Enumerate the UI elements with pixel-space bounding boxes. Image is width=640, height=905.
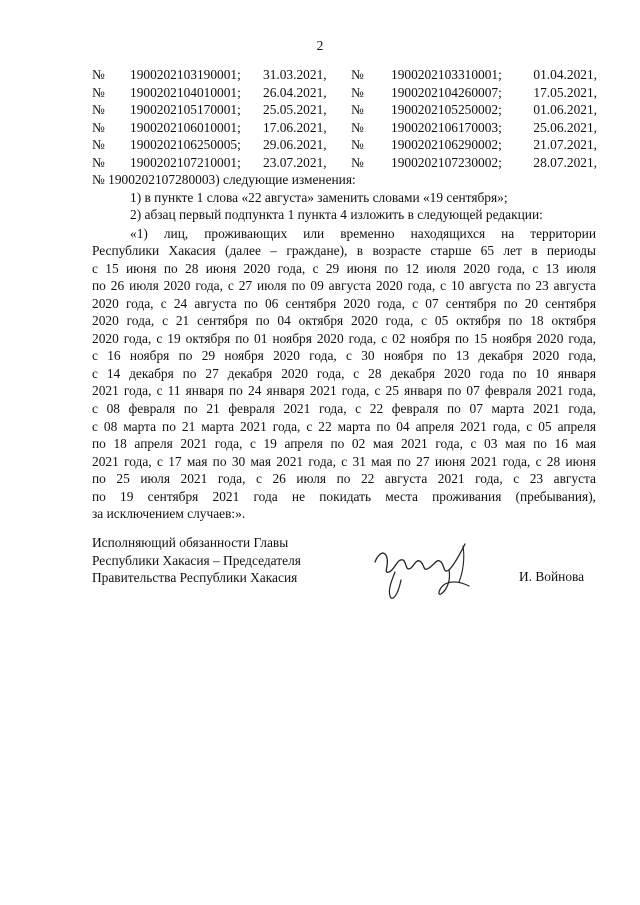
registration-date-right: 01.04.2021, (533, 67, 597, 82)
number-sign-right: № (351, 154, 364, 170)
registration-number-right: 1900202106290002; (391, 137, 502, 153)
number-sign-left: № (92, 137, 105, 153)
signer-name: И. Войнова (519, 569, 585, 584)
number-sign-left: № (92, 67, 105, 82)
registration-date-right: 01.06.2021, (533, 102, 597, 118)
paragraph-line: по 26 июля 2020 года, с 27 июля по 09 августа 2020 года, с 10 августа по 23 августа (92, 278, 596, 294)
number-sign-left: № (92, 102, 105, 118)
table-row (92, 136, 597, 154)
handwritten-signature (365, 522, 485, 602)
paragraph-line: с 14 декабря по 27 декабря 2020 года, с 28 декабря 2020 года по 10 января (92, 365, 596, 381)
registration-number-left: 1900202106010001; (130, 119, 241, 135)
registration-date-right: 17.05.2021, (533, 84, 597, 100)
paragraph-line: с 08 марта по 21 марта 2021 года, с 22 марта по 04 апреля 2021 года, с 05 апреля (92, 418, 596, 434)
quoted-paragraph (92, 225, 596, 523)
registration-date-right: 28.07.2021, (533, 154, 597, 170)
registration-number-right: 1900202104260007; (391, 84, 502, 100)
paragraph-line: 2020 года, с 19 октября по 01 ноября 2020 года, с 02 ноября по 15 ноября 2020 года, (92, 330, 596, 346)
paragraph-line: Республики Хакасия (далее – граждане), в возрасте старше 65 лет в периоды (92, 243, 596, 259)
paragraph-line: с 16 ноября по 29 ноября 2020 года, с 30 ноября по 13 декабря 2020 года, (92, 348, 596, 364)
page-number: 2 (316, 38, 324, 53)
signatory-title-line-3: Правительства Республики Хакасия (92, 570, 298, 586)
registration-tail-line: № 1900202107280003) следующие изменения: (92, 172, 356, 187)
number-sign-right: № (351, 137, 364, 153)
paragraph-line: 2020 года, с 21 сентября по 04 октября 2020 года, с 05 октября по 18 октября (92, 313, 596, 329)
table-row (92, 119, 597, 137)
paragraph-line: с 08 февраля по 21 февраля 2021 года, с 22 февраля по 07 марта 2021 года, (92, 400, 596, 416)
paragraph-line: по 18 апреля 2021 года, с 19 апреля по 02 мая 2021 года, с 03 мая по 16 мая (92, 436, 596, 452)
signature-block (92, 534, 301, 587)
registration-number-right: 1900202103310001; (391, 67, 502, 82)
amendment-item-2: 2) абзац первый подпункта 1 пункта 4 изложить в следующей редакции: (130, 207, 543, 222)
registration-number-left: 1900202105170001; (130, 102, 241, 118)
registration-date-right: 21.07.2021, (533, 137, 597, 153)
registration-date-left: 23.07.2021, (263, 154, 327, 170)
table-row (92, 154, 597, 172)
number-sign-right: № (351, 102, 364, 118)
paragraph-line: с 15 июня по 28 июня 2020 года, с 29 июня по 12 июля 2020 года, с 13 июля (92, 260, 596, 276)
registration-date-left: 29.06.2021, (263, 137, 327, 153)
table-row (92, 66, 597, 84)
number-sign-left: № (92, 154, 105, 170)
registration-date-left: 17.06.2021, (263, 119, 327, 135)
number-sign-left: № (92, 119, 105, 135)
number-sign-right: № (351, 84, 364, 100)
registration-date-left: 26.04.2021, (263, 84, 327, 100)
registration-number-right: 1900202107230002; (391, 154, 502, 170)
amendment-item-1: 1) в пункте 1 слова «22 августа» заменить словами «19 сентября»; (130, 189, 508, 205)
registration-number-left: 1900202104010001; (130, 84, 241, 100)
paragraph-line: по 25 июля 2021 года, с 26 июля по 22 августа 2021 года, с 23 августа (92, 471, 596, 487)
paragraph-line: за исключением случаев:». (92, 506, 246, 522)
registration-date-left: 31.03.2021, (263, 67, 327, 82)
number-sign-right: № (351, 67, 364, 82)
paragraph-line: 2021 года, с 17 мая по 30 мая 2021 года, с 31 мая по 27 июня 2021 года, с 28 июня (92, 453, 596, 469)
registration-number-right: 1900202105250002; (391, 102, 502, 118)
signatory-title-line-2: Республики Хакасия – Председателя (92, 552, 301, 568)
registration-number-right: 1900202106170003; (391, 119, 502, 135)
paragraph-line: 2021 года, с 11 января по 24 января 2021 года, с 25 января по 07 февраля 2021 года, (92, 383, 596, 399)
table-row (92, 84, 597, 102)
number-sign-right: № (351, 119, 364, 135)
registration-number-left: 1900202106250005; (130, 137, 241, 153)
number-sign-left: № (92, 84, 105, 100)
registration-number-left: 1900202107210001; (130, 154, 241, 170)
registration-date-right: 25.06.2021, (533, 119, 597, 135)
registration-date-left: 25.05.2021, (263, 102, 327, 118)
signatory-title-line-1: Исполняющий обязанности Главы (92, 535, 289, 550)
paragraph-line: «1) лиц, проживающих или временно находящихся на территории (130, 225, 596, 241)
registration-table (92, 66, 597, 172)
table-row (92, 101, 597, 119)
registration-number-left: 1900202103190001; (130, 67, 241, 82)
paragraph-line: 2020 года, с 24 августа по 06 сентября 2020 года, с 07 сентября по 20 сентября (92, 295, 596, 311)
paragraph-line: по 19 сентября 2021 года не покидать места проживания (пребывания), (92, 488, 596, 504)
